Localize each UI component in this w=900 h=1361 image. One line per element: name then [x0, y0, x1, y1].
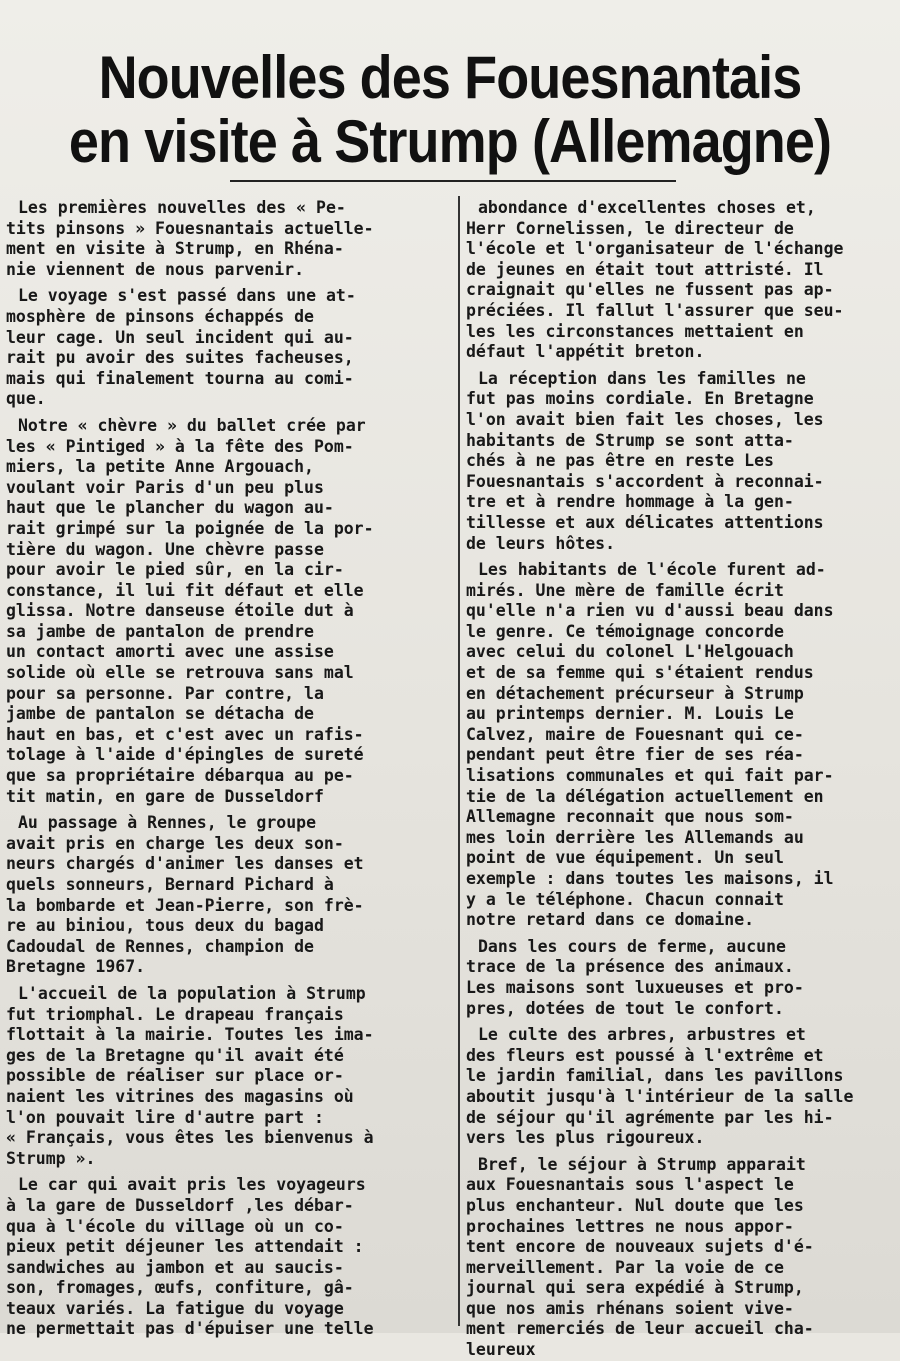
text-line: Bref, le séjour à Strump apparait [478, 1154, 806, 1174]
text-line: haut que le plancher du wagon au- [6, 498, 334, 518]
text-line: tolage à l'aide d'épingles de sureté [6, 745, 364, 765]
text-line: la bombarde et Jean-Pierre, son frè- [6, 895, 364, 915]
text-line: pres, dotées de tout le confort. [466, 998, 784, 1018]
text-line: pour sa personne. Par contre, la [6, 683, 324, 703]
paragraph [466, 198, 896, 363]
text-line: lisations communales et qui fait par- [466, 766, 834, 786]
text-line: flottait à la mairie. Toutes les ima- [6, 1025, 374, 1045]
text-line: « Français, vous êtes les bienvenus à [6, 1128, 374, 1148]
paragraph [6, 1175, 450, 1340]
headline-rule [230, 180, 676, 182]
text-line: défaut l'appétit breton. [466, 342, 705, 362]
text-line: habitants de Strump se sont atta- [466, 430, 794, 450]
text-line: Les habitants de l'école furent ad- [478, 560, 826, 580]
text-line: l'école et l'organisateur de l'échange [466, 239, 844, 259]
paragraph [466, 1155, 896, 1361]
text-line: à la gare de Dusseldorf ,les débar- [6, 1195, 354, 1215]
text-line: un contact amorti avec une assise [6, 642, 334, 662]
text-line: ment en visite à Strump, en Rhéna- [6, 239, 344, 259]
text-line: glissa. Notre danseuse étoile dut à [6, 601, 354, 621]
text-line: trace de la présence des animaux. [466, 957, 794, 977]
column-divider [458, 196, 460, 1326]
text-line: point de vue équipement. Un seul [466, 848, 784, 868]
text-line: qu'elle n'a rien vu d'aussi beau dans [466, 601, 834, 621]
text-line: Notre « chèvre » du ballet crée par [18, 415, 366, 435]
text-line: tre et à rendre hommage à la gen- [466, 492, 794, 512]
text-line: leureux [466, 1340, 536, 1360]
text-line: ment remerciés de leur accueil cha- [466, 1319, 814, 1339]
text-line: exemple : dans toutes les maisons, il [466, 869, 834, 888]
text-line: avec celui du colonel L'Helgouach [466, 642, 794, 662]
text-line: fut triomphal. Le drapeau français [6, 1004, 344, 1024]
paragraph [466, 937, 896, 1019]
text-line: craignait qu'elles ne fussent pas ap- [466, 280, 834, 300]
text-line: de jeunes en était tout attristé. Il [466, 259, 824, 279]
text-line: neurs chargés d'animer les danses et [6, 854, 364, 874]
text-line: l'on pouvait lire d'autre part : [6, 1107, 324, 1127]
text-line: jambe de pantalon se détacha de [6, 704, 314, 724]
text-line: les les circonstances mettaient en [466, 321, 804, 341]
text-line: Calvez, maire de Fouesnant qui ce- [466, 724, 804, 744]
paragraph [6, 198, 450, 280]
text-line: le jardin familial, dans les pavillons [466, 1066, 844, 1086]
text-line: merveillement. Par la voie de ce [466, 1257, 784, 1277]
text-line: leur cage. Un seul incident qui au- [6, 327, 354, 347]
text-line: tent encore de nouveaux sujets d'é- [466, 1237, 814, 1257]
paragraph [6, 984, 450, 1169]
text-line: de leurs hôtes. [466, 533, 616, 553]
paragraph [6, 813, 450, 978]
text-line: teaux variés. La fatigue du voyage [6, 1298, 344, 1318]
headline [45, 46, 855, 174]
paragraph [6, 286, 450, 410]
text-line: que sa propriétaire débarqua au pe- [6, 766, 354, 786]
headline-line-2: en visite à Strump (Allemagne) [68, 108, 832, 176]
text-line: avait pris en charge les deux son- [6, 833, 344, 853]
text-line: mais qui finalement tourna au comi- [6, 368, 354, 388]
left-column [6, 198, 450, 1339]
text-line: pieux petit déjeuner les attendait : [6, 1237, 364, 1257]
text-line: tits pinsons » Fouesnantais actuelle- [6, 218, 374, 238]
text-line: l'on avait bien fait les choses, les [466, 409, 824, 429]
text-line: fut pas moins cordiale. En Bretagne [466, 389, 814, 409]
text-line: ne permettait pas d'épuiser une telle [6, 1319, 374, 1339]
text-line: voulant voir Paris d'un peu plus [6, 477, 324, 497]
text-line: Au passage à Rennes, le groupe [18, 813, 317, 833]
text-line: vers les plus rigoureux. [466, 1128, 705, 1148]
paragraph [466, 560, 896, 931]
text-line: tie de la délégation actuellement en [466, 786, 824, 806]
text-line: Les maisons sont luxueuses et pro- [466, 977, 804, 997]
text-line: en détachement précurseur à Strump [466, 683, 804, 703]
text-line: Fouesnantais s'accordent à reconnai- [466, 471, 824, 491]
text-line: rait grimpé sur la poignée de la por- [6, 518, 374, 538]
text-line: Les premières nouvelles des « Pe- [18, 198, 346, 217]
text-line: sa jambe de pantalon de prendre [6, 621, 314, 641]
text-line: que nos amis rhénans soient vive- [466, 1298, 794, 1318]
text-line: Herr Cornelissen, le directeur de [466, 218, 794, 238]
text-line: Bretagne 1967. [6, 957, 146, 977]
paragraph [466, 1025, 896, 1149]
text-line: notre retard dans ce domaine. [466, 910, 755, 930]
text-line: rait pu avoir des suites facheuses, [6, 348, 354, 368]
text-line: Dans les cours de ferme, aucune [478, 936, 786, 956]
text-line: tière du wagon. Une chèvre passe [6, 539, 324, 559]
text-line: Strump ». [6, 1148, 96, 1168]
text-line: y a le téléphone. Chacun connait [466, 889, 784, 909]
text-line: haut en bas, et c'est avec un rafis- [6, 724, 364, 744]
text-line: nie viennent de nous parvenir. [6, 259, 305, 279]
paragraph [6, 416, 450, 807]
text-line: des fleurs est poussé à l'extrême et [466, 1045, 824, 1065]
right-column [466, 198, 896, 1360]
text-line: au printemps dernier. M. Louis Le [466, 704, 794, 724]
text-line: Allemagne reconnait que nous som- [466, 807, 794, 827]
text-line: mosphère de pinsons échappés de [6, 306, 314, 326]
text-line: L'accueil de la population à Strump [18, 983, 366, 1003]
text-line: naient les vitrines des magasins où [6, 1086, 354, 1106]
text-line: possible de réaliser sur place or- [6, 1066, 344, 1086]
text-line: sandwiches au jambon et au saucis- [6, 1257, 344, 1277]
text-line: son, fromages, œufs, confiture, gâ- [6, 1278, 354, 1298]
text-line: aux Fouesnantais sous l'aspect le [466, 1175, 794, 1195]
text-line: abondance d'excellentes choses et, [478, 198, 816, 217]
text-line: prochaines lettres ne nous appor- [466, 1216, 794, 1236]
text-line: solide où elle se retrouva sans mal [6, 663, 354, 683]
text-line: La réception dans les familles ne [478, 368, 806, 388]
text-line: tillesse et aux délicates attentions [466, 512, 824, 532]
text-line: qua à l'école du village où un co- [6, 1216, 344, 1236]
text-line: que. [6, 389, 46, 409]
text-line: plus enchanteur. Nul doute que les [466, 1195, 804, 1215]
text-line: ges de la Bretagne qu'il avait été [6, 1045, 344, 1065]
headline-line-1: Nouvelles des Fouesnantais [98, 44, 802, 112]
text-line: tit matin, en gare de Dusseldorf [6, 786, 324, 806]
text-line: Le car qui avait pris les voyageurs [18, 1175, 366, 1195]
text-line: pendant peut être fier de ses réa- [466, 745, 804, 765]
text-line: pour avoir le pied sûr, en la cir- [6, 560, 344, 580]
text-line: de séjour qu'il agrémente par les hi- [466, 1107, 834, 1127]
text-line: et de sa femme qui s'étaient rendus [466, 663, 814, 683]
text-line: les « Pintiged » à la fête des Pom- [6, 436, 354, 456]
text-line: Le voyage s'est passé dans une at- [18, 286, 356, 306]
text-line: préciées. Il fallut l'assurer que seu- [466, 300, 844, 320]
text-line: mirés. Une mère de famille écrit [466, 580, 784, 600]
paragraph [466, 369, 896, 554]
text-line: le genre. Ce témoignage concorde [466, 621, 784, 641]
text-line: aboutit jusqu'à l'intérieur de la salle [466, 1086, 854, 1106]
text-line: quels sonneurs, Bernard Pichard à [6, 875, 334, 894]
text-line: chés à ne pas être en reste Les [466, 451, 774, 471]
text-line: Le culte des arbres, arbustres et [478, 1025, 806, 1045]
text-line: journal qui sera expédié à Strump, [466, 1278, 804, 1298]
text-line: mes loin derrière les Allemands au [466, 827, 804, 847]
text-line: constance, il lui fit défaut et elle [6, 580, 364, 600]
text-line: re au biniou, tous deux du bagad [6, 916, 324, 936]
text-line: miers, la petite Anne Argouach, [6, 457, 314, 477]
text-line: Cadoudal de Rennes, champion de [6, 936, 314, 956]
